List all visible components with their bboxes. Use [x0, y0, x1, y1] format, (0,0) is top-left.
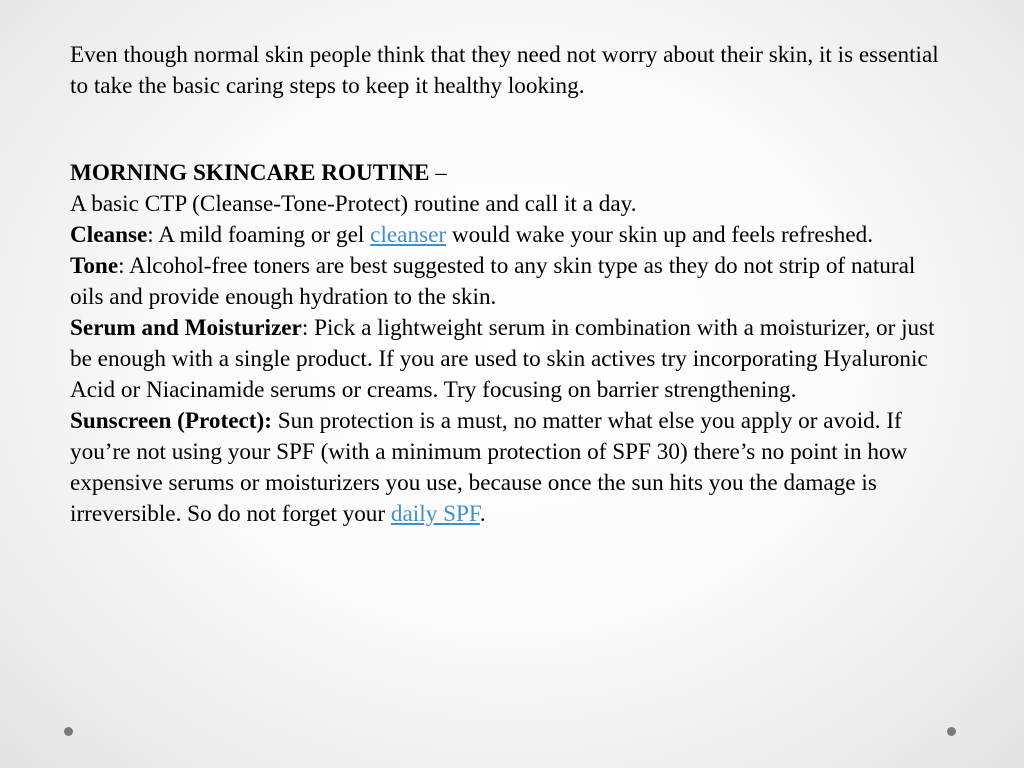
cleanse-step [70, 220, 950, 251]
cleanse-label: Cleanse [70, 222, 148, 248]
serum-separator: : [301, 315, 315, 341]
left-bullet-dot-icon [64, 727, 73, 736]
sunscreen-label: Sunscreen (Protect): [70, 408, 272, 434]
slide-content [70, 40, 950, 530]
serum-label: Serum and Moisturizer [70, 315, 302, 341]
tone-label: Tone [70, 253, 119, 279]
section-heading [70, 158, 950, 189]
heading-dash: – [429, 160, 447, 186]
cleanser-link[interactable]: cleanser [370, 222, 447, 248]
sunscreen-text: Sun protection is a must, no matter what else you apply or avoid. If you’re not using your SPF (with a minimum protection of SPF 30) there’s no point in how expensive serums or moisturizers you use, because once the sun hits you the damage is irreversible. So do not forget your [70, 408, 908, 527]
tone-text: Alcohol-free toners are best suggested to any skin type as they do not strip of natural oils and provide enough hydration to the skin. [70, 253, 916, 310]
serum-step [70, 313, 950, 406]
cleanse-text-after: would wake your skin up and feels refreshed. [446, 222, 874, 248]
sunscreen-step [70, 406, 950, 530]
serum-text: Pick a lightweight serum in combination with a moisturizer, or just be enough with a single product. If you are used to skin actives try incorporating Hyaluronic Acid or Niacinamide serums or creams. Try focusing on barrier strengthening. [70, 315, 935, 403]
intro-paragraph: Even though normal skin people think that they need not worry about their skin, it is essential to take the basic caring steps to keep it healthy looking. [70, 42, 939, 99]
daily-spf-link[interactable]: daily SPF [390, 501, 480, 527]
morning-routine-section [70, 158, 950, 530]
cleanse-separator: : [147, 222, 159, 248]
tone-step [70, 251, 950, 313]
sunscreen-end: . [479, 501, 486, 527]
heading-title: MORNING SKINCARE ROUTINE [70, 160, 430, 186]
routine-summary: A basic CTP (Cleanse-Tone-Protect) routine and call it a day. [70, 191, 637, 217]
cleanse-text-before: A mild foaming or gel [158, 222, 371, 248]
tone-separator: : [118, 253, 130, 279]
right-bullet-dot-icon [947, 727, 956, 736]
